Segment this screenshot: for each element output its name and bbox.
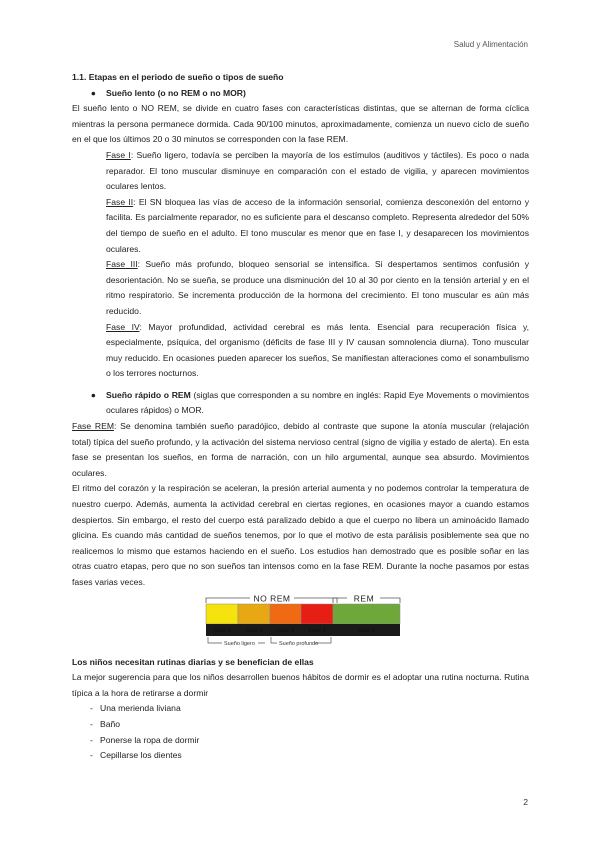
phase-bar — [301, 604, 333, 624]
bullet-heading-nrem — [72, 86, 529, 102]
light-sleep-label: Sueño ligero — [224, 640, 255, 647]
phase-label: Fase II — [106, 196, 134, 207]
bullet-rem-rest: (siglas que corresponden a su nombre en inglés: Rapid Eye Movements o movimientos oculares rápidos) o MOR. — [106, 389, 530, 416]
bullet-rem — [72, 388, 529, 419]
section-title: 1.1. Etapas en el periodo de sueño o tipos de sueño — [72, 72, 284, 82]
bullet-heading-text: Sueño lento (o no REM o no MOR) — [106, 87, 246, 98]
dash-icon: - — [90, 734, 93, 745]
list-item-text: Baño — [100, 718, 121, 729]
sleep-phases-diagram — [72, 595, 529, 653]
phase-bar-label: Fase 4 — [308, 627, 326, 634]
phase-list — [106, 148, 529, 382]
document-body — [72, 70, 529, 764]
bullet-icon: ● — [90, 87, 96, 98]
phase-bar-label: Fase 3 — [276, 627, 295, 634]
routines-heading: Los niños necesitan rutinas diarias y se benefician de ellas — [72, 656, 314, 667]
list-item-text: Ponerse la ropa de dormir — [100, 734, 200, 745]
phase-label: Fase III — [106, 259, 138, 270]
dash-icon: - — [90, 718, 93, 729]
rem-label: Fase REM — [72, 421, 114, 432]
list-item — [72, 701, 529, 717]
list-item — [72, 717, 529, 733]
routine-list — [72, 701, 529, 763]
phase-paragraph — [106, 257, 529, 319]
list-item — [72, 733, 529, 749]
physiology-paragraph: El ritmo del corazón y la respiración se aceleran, la presión arterial aumenta y no podemos controlar la temperatura de nuestro cuerpo. Además, aumenta la actividad cerebral en ciertas regiones, en ocasiones mayor a cuando estamos despiertos. Sin embargo, el resto del cuerpo está paralizado debido a que el cuerpo no libera un aminoácido llamado glicina. Es cuando más cantidad de sueños tenemos, por lo que el motivo de esta parálisis posiblemente sea que no realicemos lo mismo que estamos haciendo en el sueño. Los estudios han demostrado que es posible soñar en las otras cuatro etapas, pero que no son sueños tan intensos como en la fase REM. Durante la noche pasamos por estas fases varias veces. — [72, 483, 529, 587]
bullet-icon: ● — [90, 389, 96, 400]
page-number: 2 — [523, 797, 528, 808]
deep-sleep-label: Sueño profundo — [279, 640, 319, 647]
dash-icon: - — [90, 750, 93, 761]
running-header: Salud y Alimentación — [453, 40, 528, 49]
phase-text: : Sueño más profundo, bloqueo sensorial se intensifica. Si despertamos sentimos confusión y desorientación. No se sueña, se produce una disminución del 10 al 30 por ciento en la tensión arterial y en el ritmo respiratorio. Se incrementa producción de la hormona del crecimiento. El tono muscular es aún más reducido. — [106, 259, 530, 316]
rem-text: : Se denomina también sueño paradójico, debido al contraste que supone la atonía muscular (relajación total) típica del sueño profundo, y la activación del sistema nervioso central (signo de vigilia y estado de alerta). En esta fase se presentan los sueños, en forma de narración, con un hilo argumental, aunque sea absurdo. Movimientos oculares. — [72, 421, 529, 478]
routines-paragraph: La mejor sugerencia para que los niños desarrollen buenos hábitos de dormir es el adoptar una rutina nocturna. Rutina típica a la hora de retirarse a dormir — [72, 672, 529, 698]
intro-paragraph: El sueño lento o NO REM, se divide en cuatro fases con características distintas, que se alternan de forma cíclica mientras la persona permanece dormida. Cada 90/100 minutos, aproximadamente, comienza un nuevo ciclo de sueño en el que los últimos 20 o 30 minutos se corresponden con la fase REM. — [72, 103, 529, 145]
phase-text: : Mayor profundidad, actividad cerebral es más lenta. Esencial para recuperación física y, especialmente, psíquica, del organismo (déficits de fase III y IV causan somnolencia diurna). Tono muscular muy reducido. En ocasiones pueden aparecer los sueños, Se manifiestan alteraciones como el sonambulismo o los terrores nocturnos. — [106, 321, 529, 379]
phase-bar — [270, 604, 301, 624]
phase-label: Fase IV — [106, 321, 140, 332]
phase-paragraph — [106, 320, 529, 382]
rem-paragraph — [72, 419, 529, 481]
list-item-text: Una merienda liviana — [100, 703, 181, 714]
rem-group-label: REM — [353, 594, 375, 604]
phase-text: : Sueño ligero, todavía se perciben la mayoría de los estímulos (auditivos y táctiles). Es poco o nada reparador. El tono muscular disminuye en comparación con el estado de vigilia, y aparecen movimientos oculares lentos. — [106, 149, 529, 192]
light-sleep-bracket — [208, 637, 222, 643]
phase-text: : El SN bloquea las vías de acceso de la información sensorial, comienza desconexión del entorno y facilita. Es parcialmente reparador, no es suficiente para el descanso completo. Representa alrededor del 50% del tiempo de sueño en el adulto. El tono muscular es menor que en fase I, y desaparecen los movimientos oculares. — [106, 196, 529, 254]
phase-bar-label: Fase 1 — [213, 627, 231, 634]
deep-sleep-bracket — [258, 637, 277, 643]
list-item-text: Cepillarse los dientes — [100, 750, 182, 761]
phase-bar-label: Fase 5 — [357, 627, 376, 634]
sleep-phases-figure — [72, 595, 529, 653]
phase-paragraph — [106, 148, 529, 195]
phase-paragraph — [106, 195, 529, 257]
bullet-rem-title: Sueño rápido o REM — [106, 389, 191, 400]
nonrem-group-label: NO REM — [253, 594, 291, 604]
bullet-rem-text — [106, 388, 529, 419]
phase-bar — [333, 604, 400, 624]
phase-bar — [238, 604, 270, 624]
phase-bar — [206, 604, 238, 624]
dash-icon: - — [90, 703, 93, 714]
list-item — [72, 748, 529, 764]
phase-label: Fase I — [106, 149, 131, 160]
phase-bar-label: Fase 2 — [245, 627, 263, 634]
